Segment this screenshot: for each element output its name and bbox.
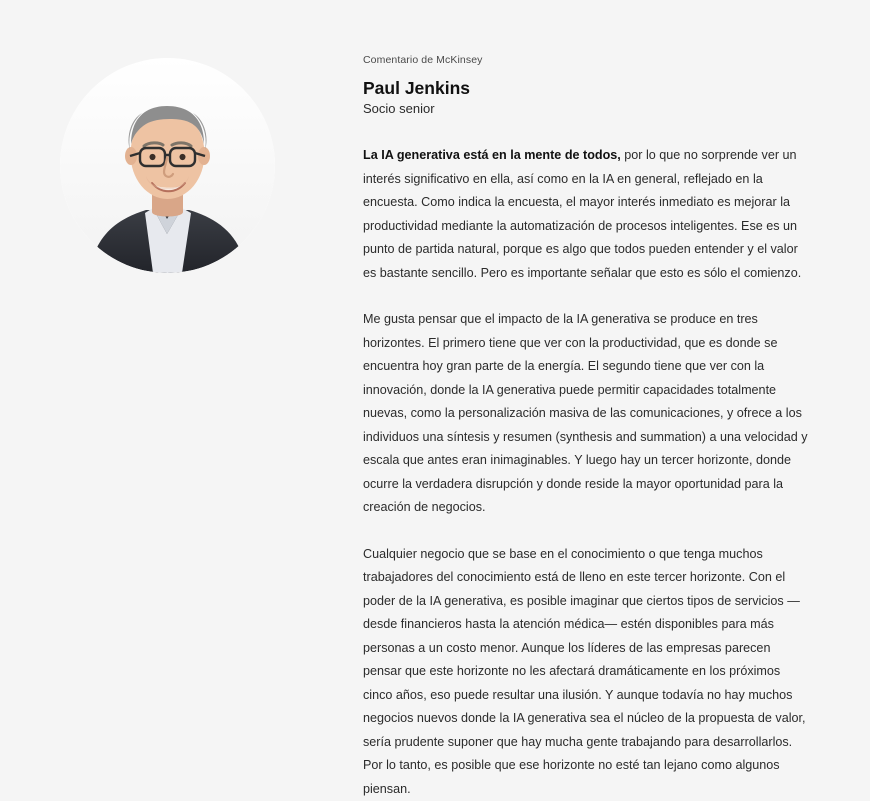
portrait-image — [60, 58, 275, 273]
commentary-eyebrow: Comentario de McKinsey — [363, 53, 810, 67]
paragraph-2-body: Me gusta pensar que el impacto de la IA generativa se produce en tres horizontes. El primero tiene que ver con la productividad, que es donde se encuentra hoy gran parte de la energía. El segundo tiene que ver con la innovación, donde la IA generativa puede permitir capacidades totalmente nuevas, como la personalización masiva de las comunicaciones, y ofrece a los individuos una síntesis y resumen (synthesis and summation) a una velocidad y escala que antes eran inimaginables. Y luego hay un tercer horizonte, donde ocurre la verdadera disrupción y donde reside la mayor oportunidad para la creación de negocios. — [363, 312, 808, 514]
paragraph-3 — [363, 543, 810, 801]
paragraph-1-body: por lo que no sorprende ver un interés significativo en ella, así como en la IA en general, reflejado en la encuesta. Como indica la encuesta, el mayor interés inmediato es mejorar la productividad mediante la automatización de procesos inteligentes. Ese es un punto de partida natural, porque es algo que todos pueden entender y el valor es bastante sencillo. Pero es importante señalar que esto es sólo el comienzo. — [363, 148, 801, 280]
paragraph-2 — [363, 308, 810, 520]
paragraph-3-body: Cualquier negocio que se base en el conocimiento o que tenga muchos trabajadores del conocimiento está de lleno en este tercer horizonte. Con el poder de la IA generativa, es posible imaginar que ciertos tipos de servicios —desde financieros hasta la atención médica— estén disponibles para más personas a un costo menor. Aunque los líderes de las empresas parecen pensar que este horizonte no les afectará dramáticamente en los próximos cinco años, eso puede resultar una ilusión. Y aunque todavía no hay muchos negocios nuevos donde la IA generativa sea el núcleo de la propuesta de valor, sería prudente suponer que hay mucha gente trabajando para desarrollarlos. Por lo tanto, es posible que ese horizonte no esté tan lejano como algunos piensan. — [363, 547, 806, 796]
author-name: Paul Jenkins — [363, 77, 810, 99]
portrait-column — [60, 40, 310, 630]
paragraph-1 — [363, 144, 810, 285]
author-title: Socio senior — [363, 100, 810, 118]
paragraph-1-lead-in: La IA generativa está en la mente de todos, — [363, 148, 621, 162]
avatar — [60, 58, 275, 273]
commentary-text-column — [310, 40, 810, 630]
